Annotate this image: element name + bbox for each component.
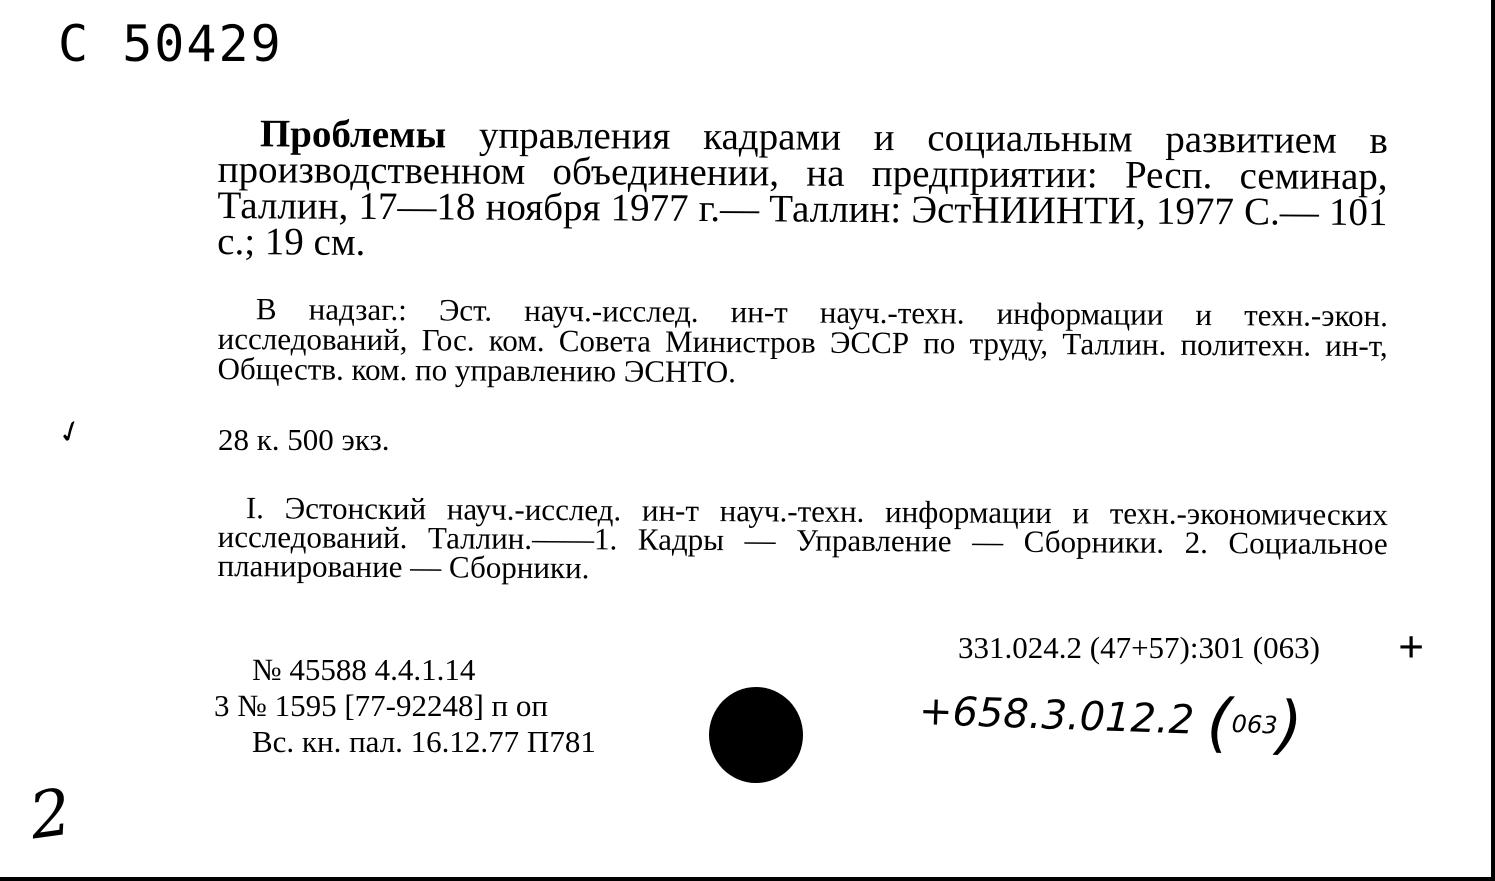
registry-line-3: Вс. кн. пал. 16.12.77 П781 [252,724,596,759]
header-note-text: В надзаг.: Эст. науч.-исслед. ин-т науч.-техн. информации и техн.-экон. исследований, Гос. ком. Совета Министров ЭССР по труду, Таллин. политехн. ин-т, Обществ. ком. по управлению ЭСНТО. [217,291,1388,390]
subject-tracings [217,490,1388,587]
tick-mark: ✓ [52,412,88,453]
plus-mark: + [1398,621,1425,672]
call-number: С 50429 [58,15,283,73]
bibliographic-title [217,112,1389,267]
punch-hole [709,687,803,783]
title-lead-word: Проблемы [259,112,447,157]
registry-numbers [214,652,596,760]
title-rest: управления кадрами и социальным развитием в производственном объединении, на предприятии: Респ. семинар, Таллин, 17—18 ноября 1977 г.— Таллин: ЭстНИИНТИ, 1977 С.— 101 с.; 19 см. [217,113,1389,264]
udc-classification: 331.024.2 (47+57):301 (063) [958,630,1320,665]
handwritten-classification: +658.3.012.2 (063) [918,686,1304,764]
handwritten-copy-number: 2 [25,775,76,855]
subject-tracings-text: I. Эстонский науч.-исслед. ин-т науч.-техн. информации и техн.-экономических исследований. Таллин.——1. Кадры — Управление — Сборники. 2. Социальное планирование — Сборники. [217,490,1388,586]
header-note [217,291,1388,391]
price-and-circulation: 28 к. 500 экз. [218,422,390,457]
registry-line-2: 3 № 1595 [77-92248] п оп [214,688,548,723]
registry-line-1: № 45588 4.4.1.14 [252,652,476,687]
